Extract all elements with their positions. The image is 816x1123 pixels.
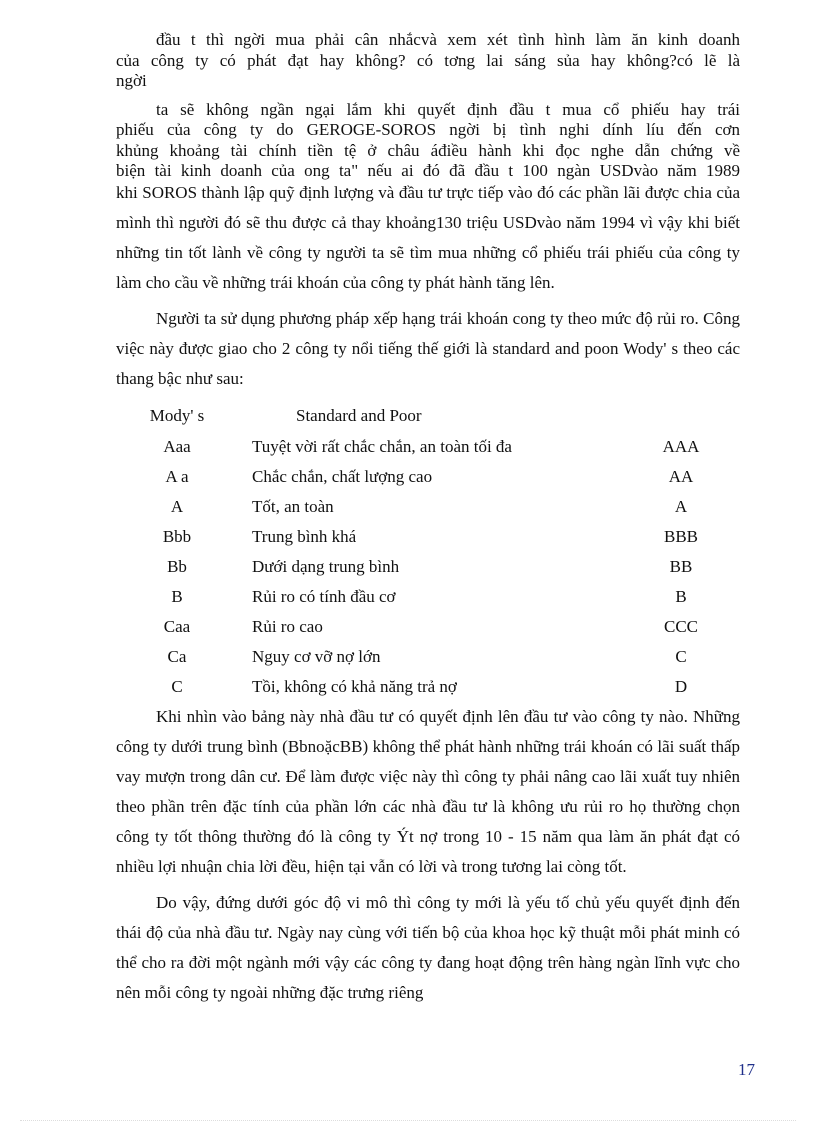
rating-description: Nguy cơ vỡ nợ lớn: [252, 646, 381, 666]
table-row: [116, 462, 740, 492]
paragraph-5: Do vậy, đứng dưới góc độ vi mô thì công ty mới là yếu tố chủ yếu quyết định đến thái độ của nhà đầu tư. Ngày nay cùng với tiến bộ của khoa học kỹ thuật mỗi phát minh có thể cho ra đời một ngành mới vậy các công ty đang hoạt động trên hàng ngàn lĩnh vực cho nên mỗi công ty ngoài những đặc trưng riêng: [116, 892, 740, 1002]
paragraph-3: Người ta sử dụng phương pháp xếp hạng trái khoán cong ty theo mức độ rủi ro. Công việc này được giao cho 2 công ty nổi tiếng thế giới là standard and poon Wody' s theo các thang bậc như sau:: [116, 308, 740, 388]
table-row: [116, 642, 740, 672]
rating-description: Tốt, an toàn: [252, 496, 334, 516]
moodys-rating: C: [171, 676, 183, 696]
moodys-rating: Ca: [167, 646, 187, 666]
table-header-row: [116, 400, 740, 432]
table-row: [116, 492, 740, 522]
sp-rating: AAA: [662, 436, 700, 456]
rating-description: Rủi ro cao: [252, 616, 323, 636]
page-number: 17: [738, 1060, 755, 1079]
table-row: [116, 432, 740, 462]
paragraph-1-line-2: của công ty có phát đạt hay không? có tơng lai sáng sủa hay không?có lẽ là: [116, 50, 740, 70]
sp-rating: BB: [669, 556, 693, 576]
paragraph-1-line-1: đầu t thì ngời mua phải cân nhắcvà xem xét tình hình làm ăn kinh doanh: [156, 30, 740, 49]
moodys-rating: A: [170, 496, 184, 516]
page-content: [116, 30, 740, 1014]
paragraph-2-line-4: biện tài kinh doanh của ong ta" nếu ai đó đã đầu t 100 ngàn USDvào năm 1989: [116, 161, 740, 180]
table-row: [116, 582, 740, 612]
moodys-rating: A a: [165, 466, 189, 486]
rating-table-body: [116, 432, 740, 702]
sp-rating: AA: [668, 466, 694, 486]
moodys-rating: Bb: [167, 556, 187, 576]
paragraph-2-continued: khi SOROS thành lập quỹ định lượng và đầu tư trực tiếp vào đó các phần lãi được chia của mình thì người đó sẽ thu được cả thay khoảng130 triệu USDvào năm 1994 vì vậy khi biết những tin tốt lành về công ty người ta sẽ tìm mua những cổ phiếu trái phiếu của công ty làm cho cầu về những trái khoán của công ty phát hành tăng lên.: [116, 182, 740, 292]
paragraph-1: [116, 30, 740, 92]
rating-description: Dưới dạng trung bình: [252, 556, 400, 576]
paragraph-2-line-1: ta sẽ không ngần ngại lắm khi quyết định đầu t mua cổ phiếu hay trái: [156, 99, 740, 119]
table-row: [116, 672, 740, 702]
header-standard-poor: Standard and Poor: [296, 405, 422, 425]
moodys-rating: Caa: [163, 616, 191, 636]
paragraph-2-line-2: phiếu của công ty do GEROGE-SOROS ngời bị tình nghi dính líu đến cơn: [116, 120, 740, 139]
sp-rating: B: [675, 586, 687, 606]
table-row: [116, 552, 740, 582]
moodys-rating: Aaa: [163, 436, 191, 456]
moodys-rating: B: [171, 586, 183, 606]
bond-rating-table: [116, 400, 740, 702]
rating-description: Chắc chắn, chất lượng cao: [252, 466, 433, 486]
footer-divider: [20, 1120, 796, 1121]
sp-rating: CCC: [663, 616, 699, 636]
header-moodys: Mody' s: [149, 405, 205, 425]
rating-description: Tồi, không có khả năng trả nợ: [252, 676, 457, 696]
sp-rating: C: [675, 646, 687, 666]
paragraph-4: Khi nhìn vào bảng này nhà đầu tư có quyết định lên đầu tư vào công ty nào. Những công ty dưới trung bình (BbnoặcBB) không thể phát hành những trái khoán có lãi suất thấp vay mượn trong dân cư. Để làm được việc này thì công ty phải nâng cao lãi xuất tuy nhiên theo phần trên đặc tính của phần lớn các nhà đầu tư là không ưu rủi ro họ thường chọn công ty tốt thông thường đó là công ty Ýt nợ trong 10 - 15 năm qua làm ăn phát đạt có nhiều lợi nhuận chia lời đều, hiện tại vẫn có lời và trong tương lai còng tốt.: [116, 706, 740, 876]
paragraph-2: [116, 100, 740, 182]
rating-description: Rủi ro có tính đầu cơ: [252, 586, 396, 606]
sp-rating: BBB: [663, 526, 699, 546]
rating-description: Trung bình khá: [252, 526, 357, 546]
moodys-rating: Bbb: [162, 526, 192, 546]
paragraph-1-line-3: ngời: [116, 71, 147, 90]
sp-rating: D: [674, 676, 688, 696]
table-row: [116, 522, 740, 552]
rating-description: Tuyệt vời rất chắc chắn, an toàn tối đa: [252, 436, 512, 456]
paragraph-2-line-3: khủng khoảng tài chính tiền tệ ở châu áđiều hành khi đọc nghe dẫn chứng về: [116, 140, 740, 160]
table-row: [116, 612, 740, 642]
sp-rating: A: [674, 496, 688, 516]
